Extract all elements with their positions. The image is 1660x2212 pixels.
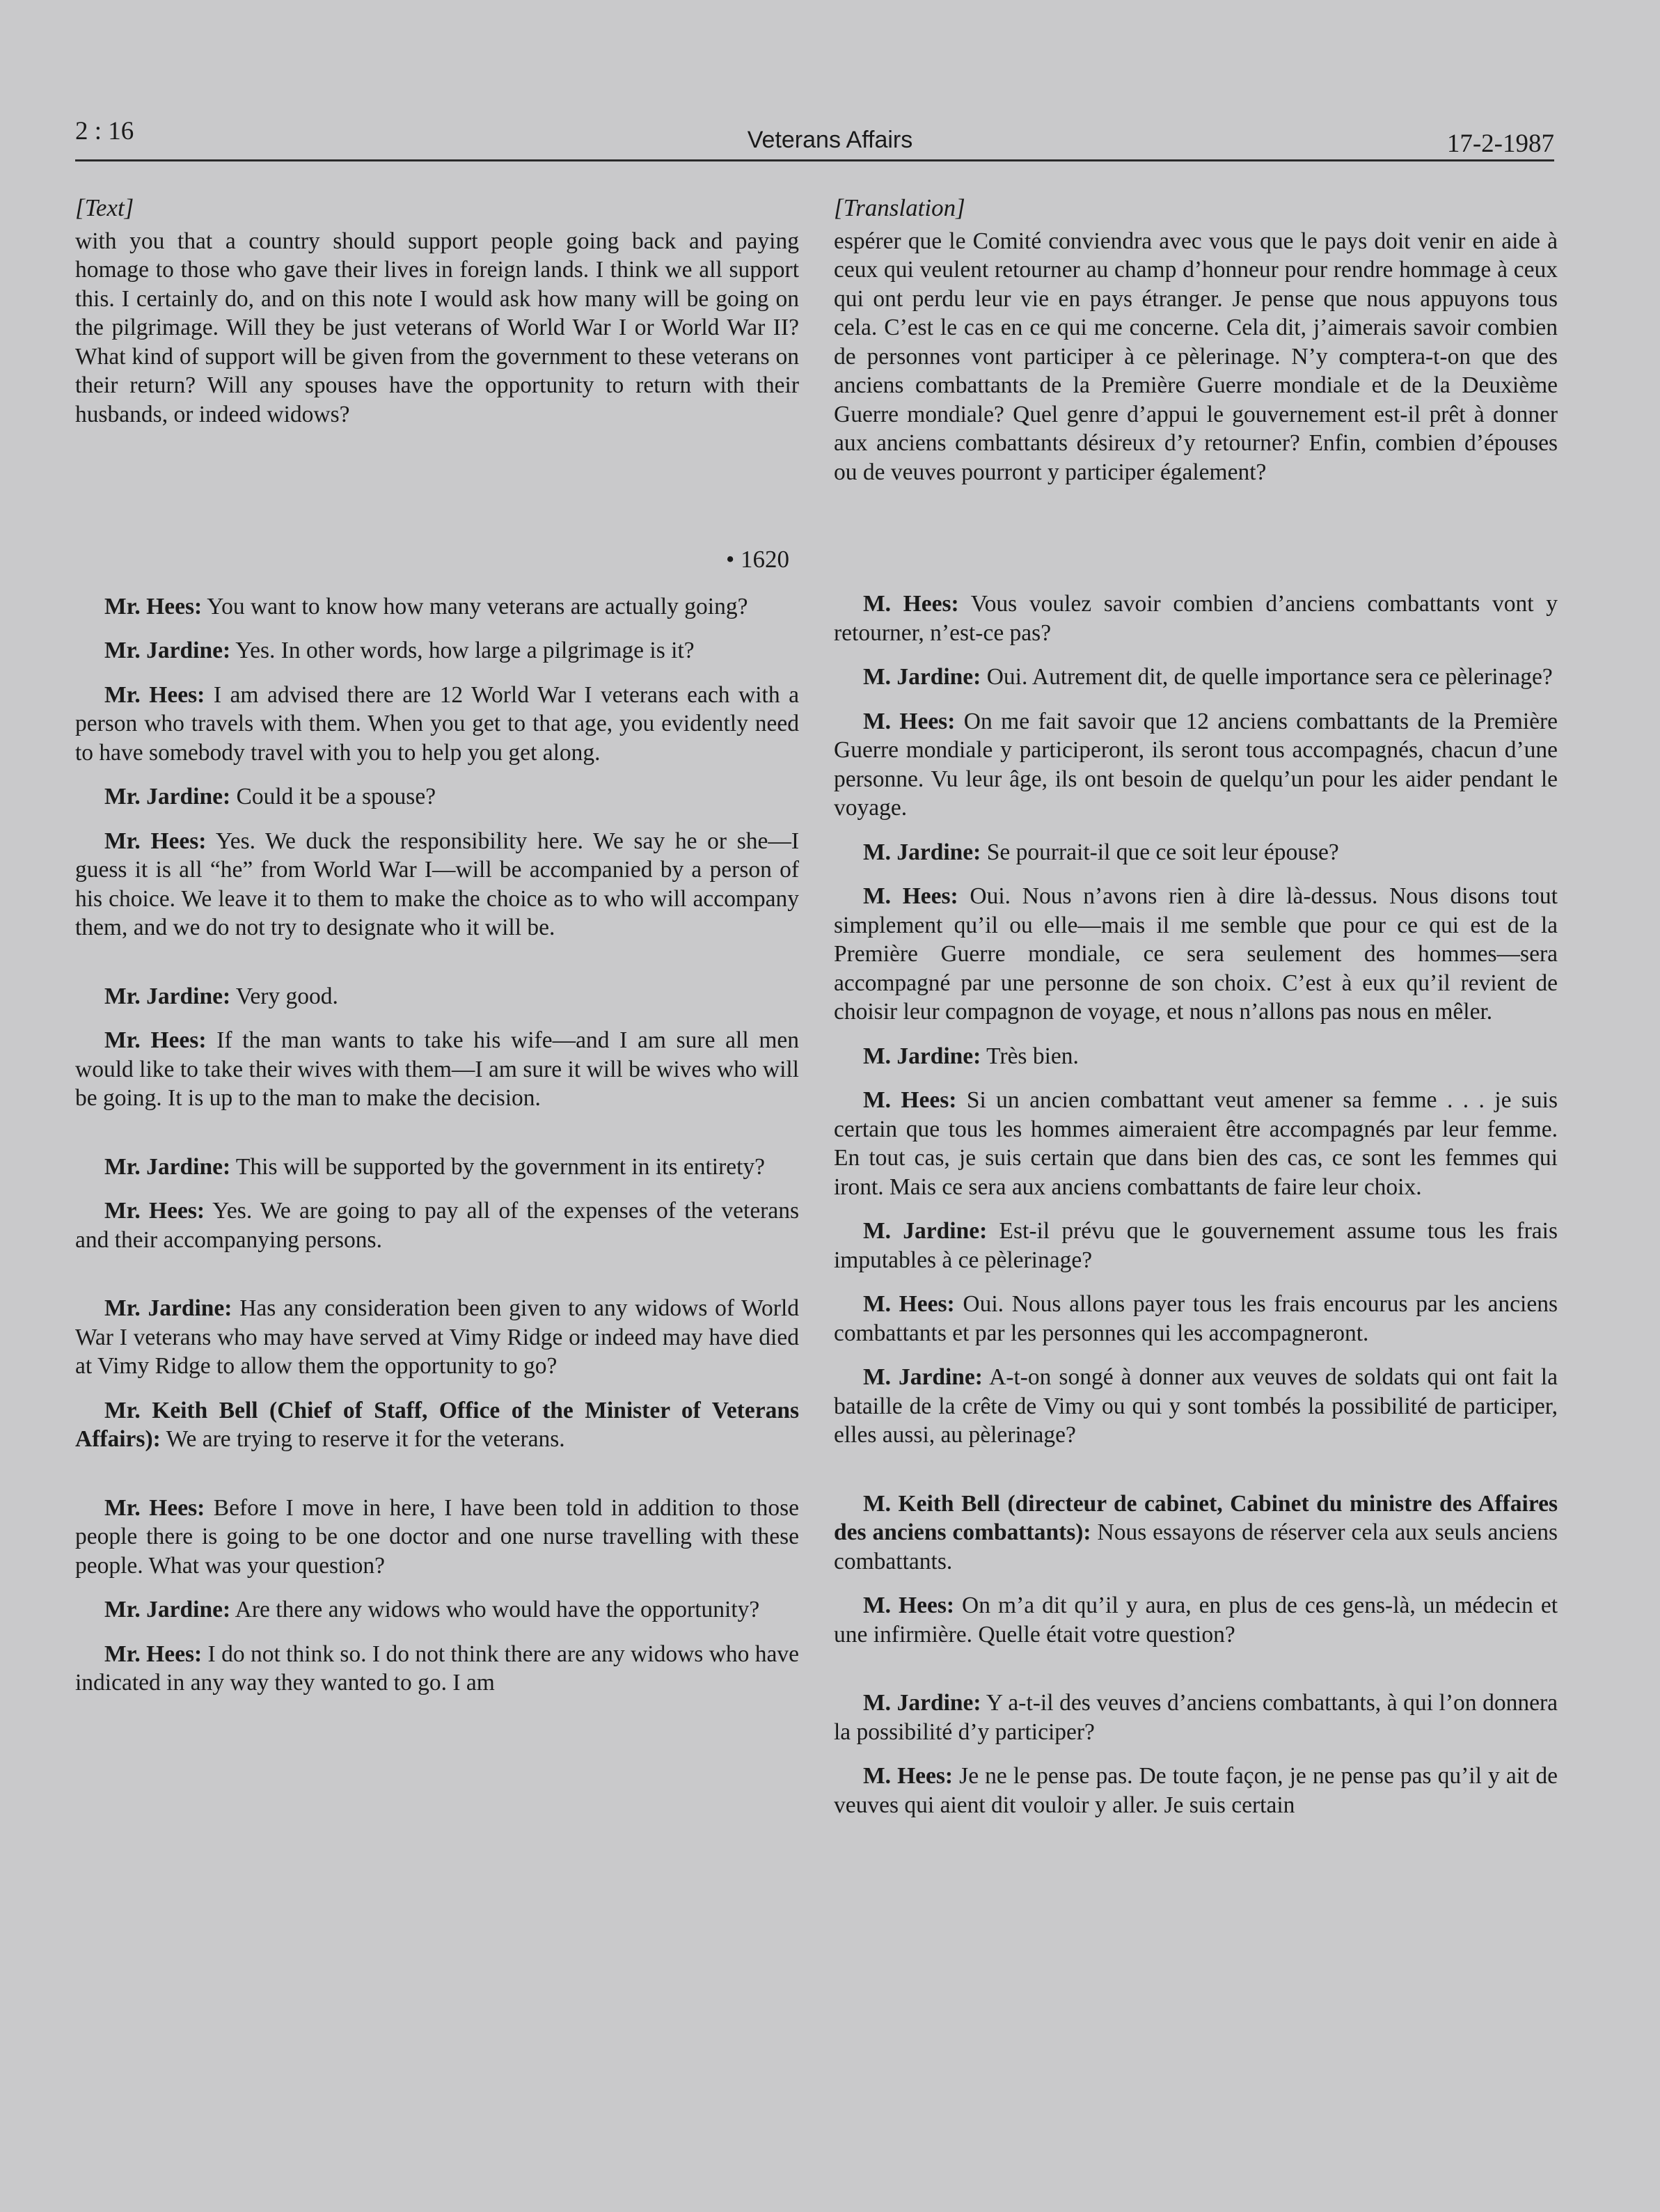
- speaker: M. Hees:: [863, 1763, 954, 1789]
- speaker: M. Jardine:: [863, 1690, 981, 1716]
- speech-text: Très bien.: [986, 1043, 1079, 1069]
- speaker: Mr. Hees:: [104, 681, 205, 708]
- running-title: Veterans Affairs: [747, 127, 913, 153]
- speech-paragraph: [75, 1294, 799, 1381]
- speech-text: We are trying to reserve it for the veterans.: [166, 1426, 565, 1452]
- speech-paragraph: [834, 1689, 1558, 1746]
- speech-paragraph: [834, 882, 1558, 1027]
- speech-text: Oui. Nous n’avons rien à dire là-dessus. Nous disons tout simplement qu’il ou elle—mais il me semble que pour ce qui est de la Première Guerre mondiale, ce sera seulement des hommes—sera accompagné par une personne de son choix. C’est à eux qu’il revient de choisir leur compagnon de voyage, et nous n’allons pas nous en mêler.: [834, 883, 1558, 1025]
- speech-text: Si un ancien combattant veut amener sa femme . . . je suis certain que tous les hommes aimeraient être accompagnés par leur femme. En tout cas, je suis certain que dans bien des cas, ce sont les femmes qui iront. Mais ce sera aux anciens combattants de faire leur choix.: [834, 1087, 1558, 1200]
- speech-paragraph: [75, 827, 799, 942]
- speaker: Mr. Hees:: [104, 1494, 205, 1521]
- speech-paragraph: [75, 1640, 799, 1698]
- speech-text: Before I move in here, I have been told in addition to those people there is going to be one doctor and one nurse travelling with these people. What was your question?: [75, 1494, 800, 1579]
- speech-paragraph: [75, 681, 799, 768]
- speaker: Mr. Jardine:: [104, 1153, 231, 1180]
- speech-text: Y a-t-il des veuves d’anciens combattants, à qui l’on donnera la possibilité d’y participer?: [834, 1690, 1558, 1745]
- translation-label: [Translation]: [834, 194, 965, 221]
- speech-text: Vous voulez savoir combien d’anciens combattants vont y retourner, n’est-ce pas?: [834, 591, 1558, 646]
- speech-paragraph: [834, 1217, 1558, 1274]
- speech-paragraph: [834, 1086, 1558, 1201]
- speech-text: On me fait savoir que 12 anciens combattants de la Première Guerre mondiale y participeront, ils seront tous accompagnés, chacun d’une personne. Vu leur âge, ils ont besoin de quelqu’un pour les aider pendant le voyage.: [834, 708, 1558, 821]
- speech-text: I do not think so. I do not think there are any widows who have indicated in any way they wanted to go. I am: [75, 1641, 800, 1696]
- speaker: Mr. Jardine:: [104, 784, 231, 809]
- speech-paragraph: [75, 1494, 799, 1581]
- speech-paragraph: [75, 636, 799, 665]
- speech-text: If the man wants to take his wife—and I am sure all men would like to take their wives with them—I am sure it will be wives who will be going. It is up to the man to make the decision.: [75, 1027, 800, 1111]
- english-column: [75, 193, 799, 1698]
- speech-paragraph: [75, 1595, 799, 1625]
- french-column: [834, 193, 1558, 1819]
- speech-paragraph: [834, 1042, 1558, 1071]
- speech-paragraph: [834, 1363, 1558, 1450]
- speaker: M. Jardine:: [863, 1364, 983, 1390]
- speaker: Mr. Jardine:: [104, 1295, 232, 1321]
- speaker: Mr. Keith Bell (Chief of Staff, Office of the Minister of Veterans Affairs):: [75, 1397, 799, 1452]
- speech-text: Yes. In other words, how large a pilgrimage is it?: [235, 638, 695, 663]
- speaker: Mr. Jardine:: [104, 983, 231, 1009]
- speech-paragraph: [834, 1290, 1558, 1348]
- speech-paragraph: [75, 782, 799, 812]
- speech-text: Very good.: [235, 983, 338, 1009]
- speech-text: Se pourrait-il que ce soit leur épouse?: [986, 839, 1339, 865]
- speech-paragraph: [834, 1490, 1558, 1577]
- speech-text: Has any consideration been given to any widows of World War I veterans who may have served at Vimy Ridge or indeed may have died at Vimy Ridge to allow them the opportunity to go?: [75, 1295, 799, 1379]
- speaker: M. Jardine:: [863, 1218, 988, 1244]
- speech-text: Oui. Nous allons payer tous les frais encourus par les anciens combattants et par les personnes qui les accompagneront.: [834, 1291, 1558, 1346]
- speech-paragraph: [75, 982, 799, 1011]
- page-number: 2 : 16: [75, 117, 134, 145]
- speech-text: Nous essayons de réserver cela aux seuls anciens combattants.: [834, 1519, 1558, 1574]
- speech-text: You want to know how many veterans are actually going?: [207, 593, 748, 619]
- speaker: Mr. Jardine:: [104, 1597, 231, 1622]
- speaker: M. Jardine:: [863, 839, 981, 865]
- speaker: M. Keith Bell (directeur de cabinet, Cabinet du ministre des Affaires des anciens combattants):: [834, 1490, 1558, 1545]
- speech-paragraph: [75, 1196, 799, 1254]
- speech-paragraph: [75, 592, 799, 622]
- speech-text: Are there any widows who would have the opportunity?: [235, 1597, 760, 1622]
- speaker: Mr. Hees:: [104, 828, 207, 854]
- speech-paragraph: [834, 590, 1558, 647]
- speaker: Mr. Hees:: [104, 1641, 203, 1667]
- header-rule: [75, 159, 1554, 161]
- speech-text: Could it be a spouse?: [236, 784, 436, 809]
- speech-text: I am advised there are 12 World War I veterans each with a person who travels with them. When you get to that age, you evidently need to have somebody travel with you to help you get along.: [75, 681, 799, 766]
- speaker: M. Hees:: [863, 708, 956, 734]
- speech-text: Oui. Autrement dit, de quelle importance sera ce pèlerinage?: [986, 664, 1553, 690]
- speaker: M. Hees:: [863, 1593, 955, 1618]
- speaker: Mr. Jardine:: [104, 638, 231, 663]
- intro-paragraph: with you that a country should support people going back and paying homage to those who gave their lives in foreign lands. I think we all support this. I certainly do, and on this note I would ask how many will be going on the pilgrimage. Will they be just veterans of World War I or World War II? What kind of support will be given from the government to these veterans on their return? Will any spouses have the opportunity to return with their husbands, or indeed widows?: [75, 228, 799, 427]
- speech-text: This will be supported by the government in its entirety?: [235, 1153, 766, 1180]
- speech-text: A-t-on songé à donner aux veuves de soldats qui ont fait la bataille de la crête de Vimy ou qui y sont tombés la possibilité de participer, elles aussi, au pèlerinage?: [834, 1364, 1558, 1448]
- speaker: M. Hees:: [863, 883, 958, 909]
- text-label: [Text]: [75, 194, 134, 221]
- speaker: Mr. Hees:: [104, 1198, 205, 1224]
- speech-paragraph: [75, 1153, 799, 1182]
- speech-paragraph: [834, 663, 1558, 692]
- sitting-date: 17-2-1987: [1446, 129, 1554, 158]
- speech-paragraph: [834, 707, 1558, 823]
- speech-text: Yes. We are going to pay all of the expenses of the veterans and their accompanying persons.: [75, 1198, 799, 1253]
- speech-text: Est-il prévu que le gouvernement assume tous les frais imputables à ce pèlerinage?: [834, 1218, 1558, 1273]
- speaker: M. Hees:: [863, 1087, 957, 1113]
- speaker: Mr. Hees:: [104, 1027, 207, 1053]
- speech-text: Yes. We duck the responsibility here. We say he or she—I guess it is all “he” from World War I—will be accompanied by a person of his choice. We leave it to them to make the choice as to who will accompany them, and we do not try to designate who it will be.: [75, 828, 800, 940]
- time-marker: • 1620: [725, 546, 789, 573]
- speaker: M. Hees:: [863, 591, 959, 617]
- speech-text: On m’a dit qu’il y aura, en plus de ces gens-là, un médecin et une infirmière. Quelle était votre question?: [834, 1593, 1558, 1648]
- speech-paragraph: [834, 1762, 1558, 1819]
- speaker: M. Jardine:: [863, 664, 981, 690]
- speech-paragraph: [75, 1396, 799, 1454]
- speaker: M. Hees:: [863, 1291, 955, 1317]
- speech-paragraph: [75, 1026, 799, 1113]
- speaker: Mr. Hees:: [104, 593, 203, 619]
- speech-text: Je ne le pense pas. De toute façon, je ne pense pas qu’il y ait de veuves qui aient dit vouloir y aller. Je suis certain: [834, 1763, 1558, 1818]
- speech-paragraph: [834, 838, 1558, 867]
- speaker: M. Jardine:: [863, 1043, 981, 1069]
- speech-paragraph: [834, 1591, 1558, 1649]
- intro-paragraph: espérer que le Comité conviendra avec vous que le pays doit venir en aide à ceux qui veulent retourner au champ d’honneur pour rendre hommage à ceux qui ont perdu leur vie en pays étranger. Je pense que nous appuyons tous cela. C’est le cas en ce qui me concerne. Cela dit, j’aimerais savoir combien de personnes vont participer à ce pèlerinage. N’y comptera-t-on que des anciens combattants de la Première Guerre mondiale et de la Deuxième Guerre mondiale? Quel genre d’appui le gouvernement est-il prêt à donner aux anciens combattants désireux d’y retourner? Enfin, combien d’épouses ou de veuves pourront y participer également?: [834, 228, 1558, 485]
